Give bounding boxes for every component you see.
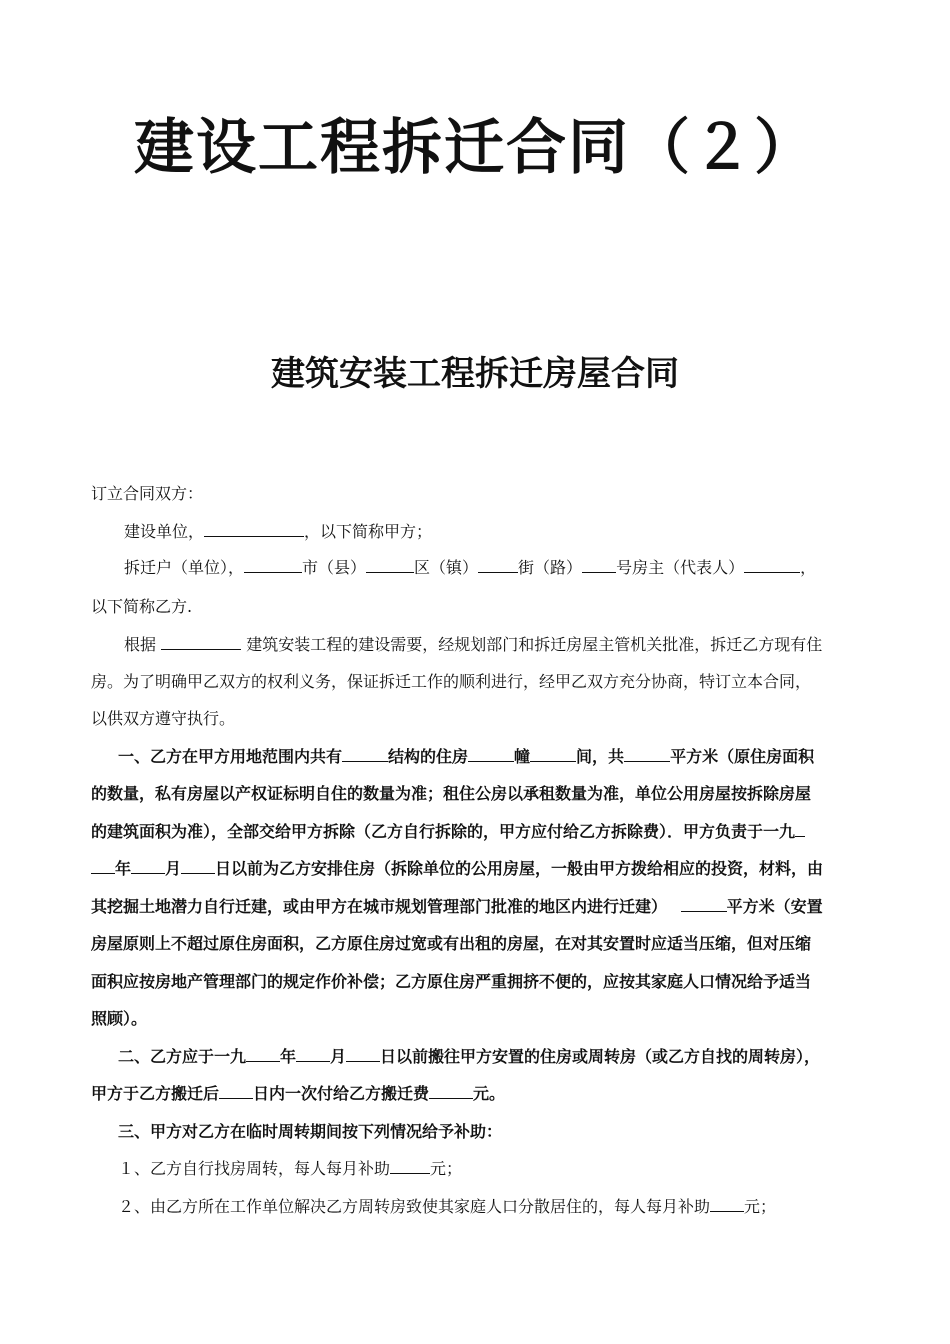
clause-1-line-4: 年 月 日以前为乙方安排住房（拆除单位的公用房屋，一般由甲方拨给相应的投资，材料，由 [91, 858, 861, 880]
blank-field [161, 634, 241, 650]
blank-field [131, 858, 165, 874]
blank-field [744, 557, 800, 573]
blank-field [366, 557, 414, 573]
clause-2-line-2: 甲方于乙方搬迁后 日内一次付给乙方搬迁费 元。 [91, 1084, 506, 1103]
blank-field [478, 557, 518, 573]
blank-field [91, 858, 115, 874]
blank-field [710, 1196, 744, 1212]
blank-field [219, 1083, 253, 1099]
clause-1-line-3: 的建筑面积为准），全部交给甲方拆除（乙方自行拆除的，甲方应付给乙方拆除费）．甲方负责于一九 [91, 821, 861, 843]
blank-field [246, 1046, 280, 1062]
blank-field [468, 746, 514, 762]
blank-field [390, 1158, 430, 1174]
clause-3-heading: 三、甲方对乙方在临时周转期间按下列情况给予补助： [118, 1122, 503, 1141]
clause-2-line-1: 二、乙方应于一九 年 月 日以前搬往甲方安置的住房或周转房（或乙方自找的周转房）， [118, 1047, 821, 1066]
blank-field [346, 1046, 380, 1062]
blank-field [342, 746, 388, 762]
basis-line-2: 房。为了明确甲乙双方的权利义务，保证拆迁工作的顺利进行，经甲乙双方充分协商，特订立本合同， [91, 672, 812, 691]
clause-1-line-6: 房屋原则上不超过原住房面积，乙方原住房过宽或有出租的房屋，在对其安置时应适当压缩，但对压缩 [91, 934, 812, 953]
blank-field [204, 521, 304, 537]
clause-1-line-8: 照顾）。 [91, 1009, 148, 1028]
parties-intro: 订立合同双方： [91, 484, 204, 503]
relocatee-line-cont: 以下简称乙方. [91, 597, 193, 616]
blank-field [530, 746, 576, 762]
builder-line: 建设单位， ，以下简称甲方； [124, 522, 433, 541]
blank-field [582, 557, 616, 573]
document-title: 建设工程拆迁合同（２） [134, 113, 816, 183]
clause-1-line-5: 其挖掘土地潜力自行迁建，或由甲方在城市规划管理部门批准的地区内进行迁建） 平方米（安置 [91, 897, 823, 916]
clause-3-item-1: １、乙方自行找房周转，每人每月补助 元； [118, 1159, 463, 1178]
clause-3-item-2: ２、由乙方所在工作单位解决乙方周转房致使其家庭人口分散居住的，每人每月补助 元； [118, 1197, 777, 1216]
relocatee-line: 拆迁户（单位）， 市（县） 区（镇） 街（路） 号房主（代表人） ， [124, 558, 817, 577]
blank-field [244, 557, 302, 573]
contract-subtitle: 建筑安装工程拆迁房屋合同 [271, 354, 679, 394]
clause-1-line-2: 的数量，私有房屋以产权证标明自住的数量为准；租住公房以承租数量为准，单位公用房屋按拆除房屋 [91, 784, 812, 803]
basis-line-1: 根据 建筑安装工程的建设需要，经规划部门和拆迁房屋主管机关批准，拆迁乙方现有住 [124, 635, 823, 654]
blank-field [296, 1046, 330, 1062]
basis-line-3: 以供双方遵守执行。 [91, 709, 236, 728]
blank-field [181, 858, 215, 874]
clause-1-line-1: 一、乙方在甲方用地范围内共有 结构的住房 幢 间，共 平方米（原住房面积 [118, 747, 815, 766]
blank-field [795, 821, 805, 837]
blank-field [681, 896, 727, 912]
blank-field [429, 1083, 473, 1099]
clause-1-line-7: 面积应按房地产管理部门的规定作价补偿；乙方原住房严重拥挤不便的，应按其家庭人口情况给予适当 [91, 972, 812, 991]
blank-field [624, 746, 670, 762]
